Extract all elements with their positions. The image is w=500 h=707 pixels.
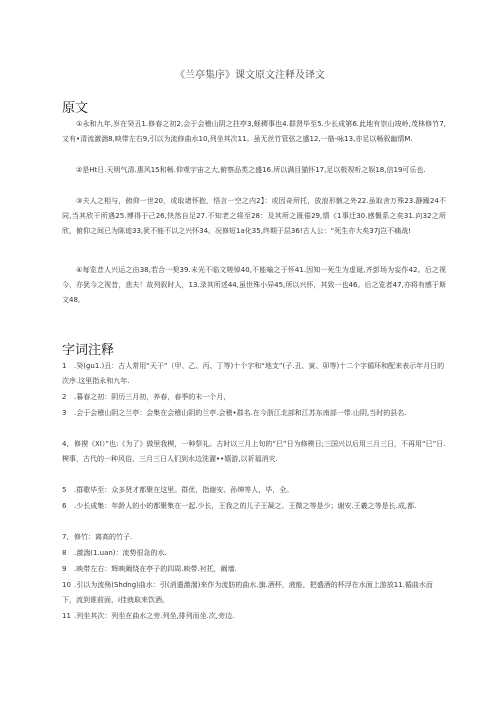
note-item: 1 .癸(gu1.)丑：古人常用“天干”（甲、乙、丙、丁等)十个字和“地支”(子.丑、寅、卯等)十二个字循环和配来表示年月日的次序.这里指永和九年. — [62, 362, 445, 386]
note-item: 7, 修竹：离高的竹子. — [62, 533, 133, 541]
original-paragraph-3: ③夫人之相与，俯仰一世20，或取诸怀抱，悟言一空之内2】：或因奇所托，放浪形骸之外22.虽取舍万殊23.静躁24不同,当其欣干所遇25.博得于己26,快然自足27.不知老之将至28：及其所之既倦29,情《1事迁30.感慨系之矣31.向32之所欣，俯仰之间已为陈迹33,犹不能不以之兴怀34。况修短1a化35,终期于层36!古人公：“死生亦大矣37J岂不痛战! — [62, 197, 446, 236]
original-paragraph-1: ①永和九年,岁在癸丑1.修春之初2,会于会稽山阴之拄亭3,蛏稷事也4.群贤毕至5.少长成第6.此地有崇山竣岭,茂林修竹7,又有•清流激湍8,映带左右9,引以为流修曲水10,列坐其次11。虽无丝竹管弦之盛12,一筋-咏13,亦足以畅叙幽情M. — [62, 120, 446, 144]
section-heading-notes: 字词注释 — [62, 343, 115, 358]
note-item: 8 .激湍(1.uan)：流势很急的水. — [62, 549, 167, 557]
document-title: 《兰亭集序》课文原文注释及译文 — [175, 70, 325, 81]
note-item: 4, 修禊《XI）”也:《为了》做里我楔，一种祭礼。古时以三月上旬的“巳”日为修楔日;三国兴以后用三月三日，不再用“巳”日.楔事，古代的一种风俗，三月三日人们到水边洗濯••嬉游,以祈福消灾. — [62, 440, 446, 464]
note-item: 2 .暮春之初：阴历三月初，养春，春季的末一个月， — [62, 393, 231, 401]
original-paragraph-4: ④每览昔人兴运之由38,若合一契39.未光不临文嗟悼40,不能喻之于怀41.因知一死生为虚诞,齐彭场为妄作42。后之视今，亦犹今之视昔，悲夫！故列叙时人，13.录其所述44,虽世殊小异45,所以兴怀，其致一也46。后之览者47,亦将有感于斯文48, — [62, 266, 446, 305]
note-item: 3 .会于会稽山阴之兰亭：会集在会稽山阴的兰亭.会稽•郡名.在今浙江北部和江苏东南部一带.山阴,当时的县名. — [62, 409, 407, 417]
section-heading-original: 原文 — [62, 101, 89, 116]
original-paragraph-2: ②是Ht日.天明气清.惠风15和畅.仰观宇宙之大,俯察品类之盛16.所以满目猫怀17,足以极视听之娱18,信19可乐也. — [76, 166, 426, 174]
note-item: 6 .少长成集：年龄人的小的都聚集在一起.少长，王我之的儿子王凝之、王微之等是少；谢安.王羲之等是长.成,都. — [62, 502, 417, 510]
note-item: 9 .映带左右：辉映阚绕在亭子的四周.映带.衬托，阚墙. — [62, 565, 237, 573]
note-item: 10 .引以为流殇(Shdng)曲水：引(消遣激湍)来作为流肪的曲水.旗.酒杯，液能，把盛酒的杯浮在水面上游放11.循曲水而下，流到谁前面，i佳就取来饮酒。 — [62, 581, 433, 605]
note-item: 11 .列坐其次：列坐在曲水之旁.列坐,排列而坐.次,旁边. — [62, 612, 235, 620]
note-item: 5 .群歌毕至：众多贤才都聚在这里。群优，指谢安、孙绅等人，毕，全。 — [62, 486, 294, 494]
